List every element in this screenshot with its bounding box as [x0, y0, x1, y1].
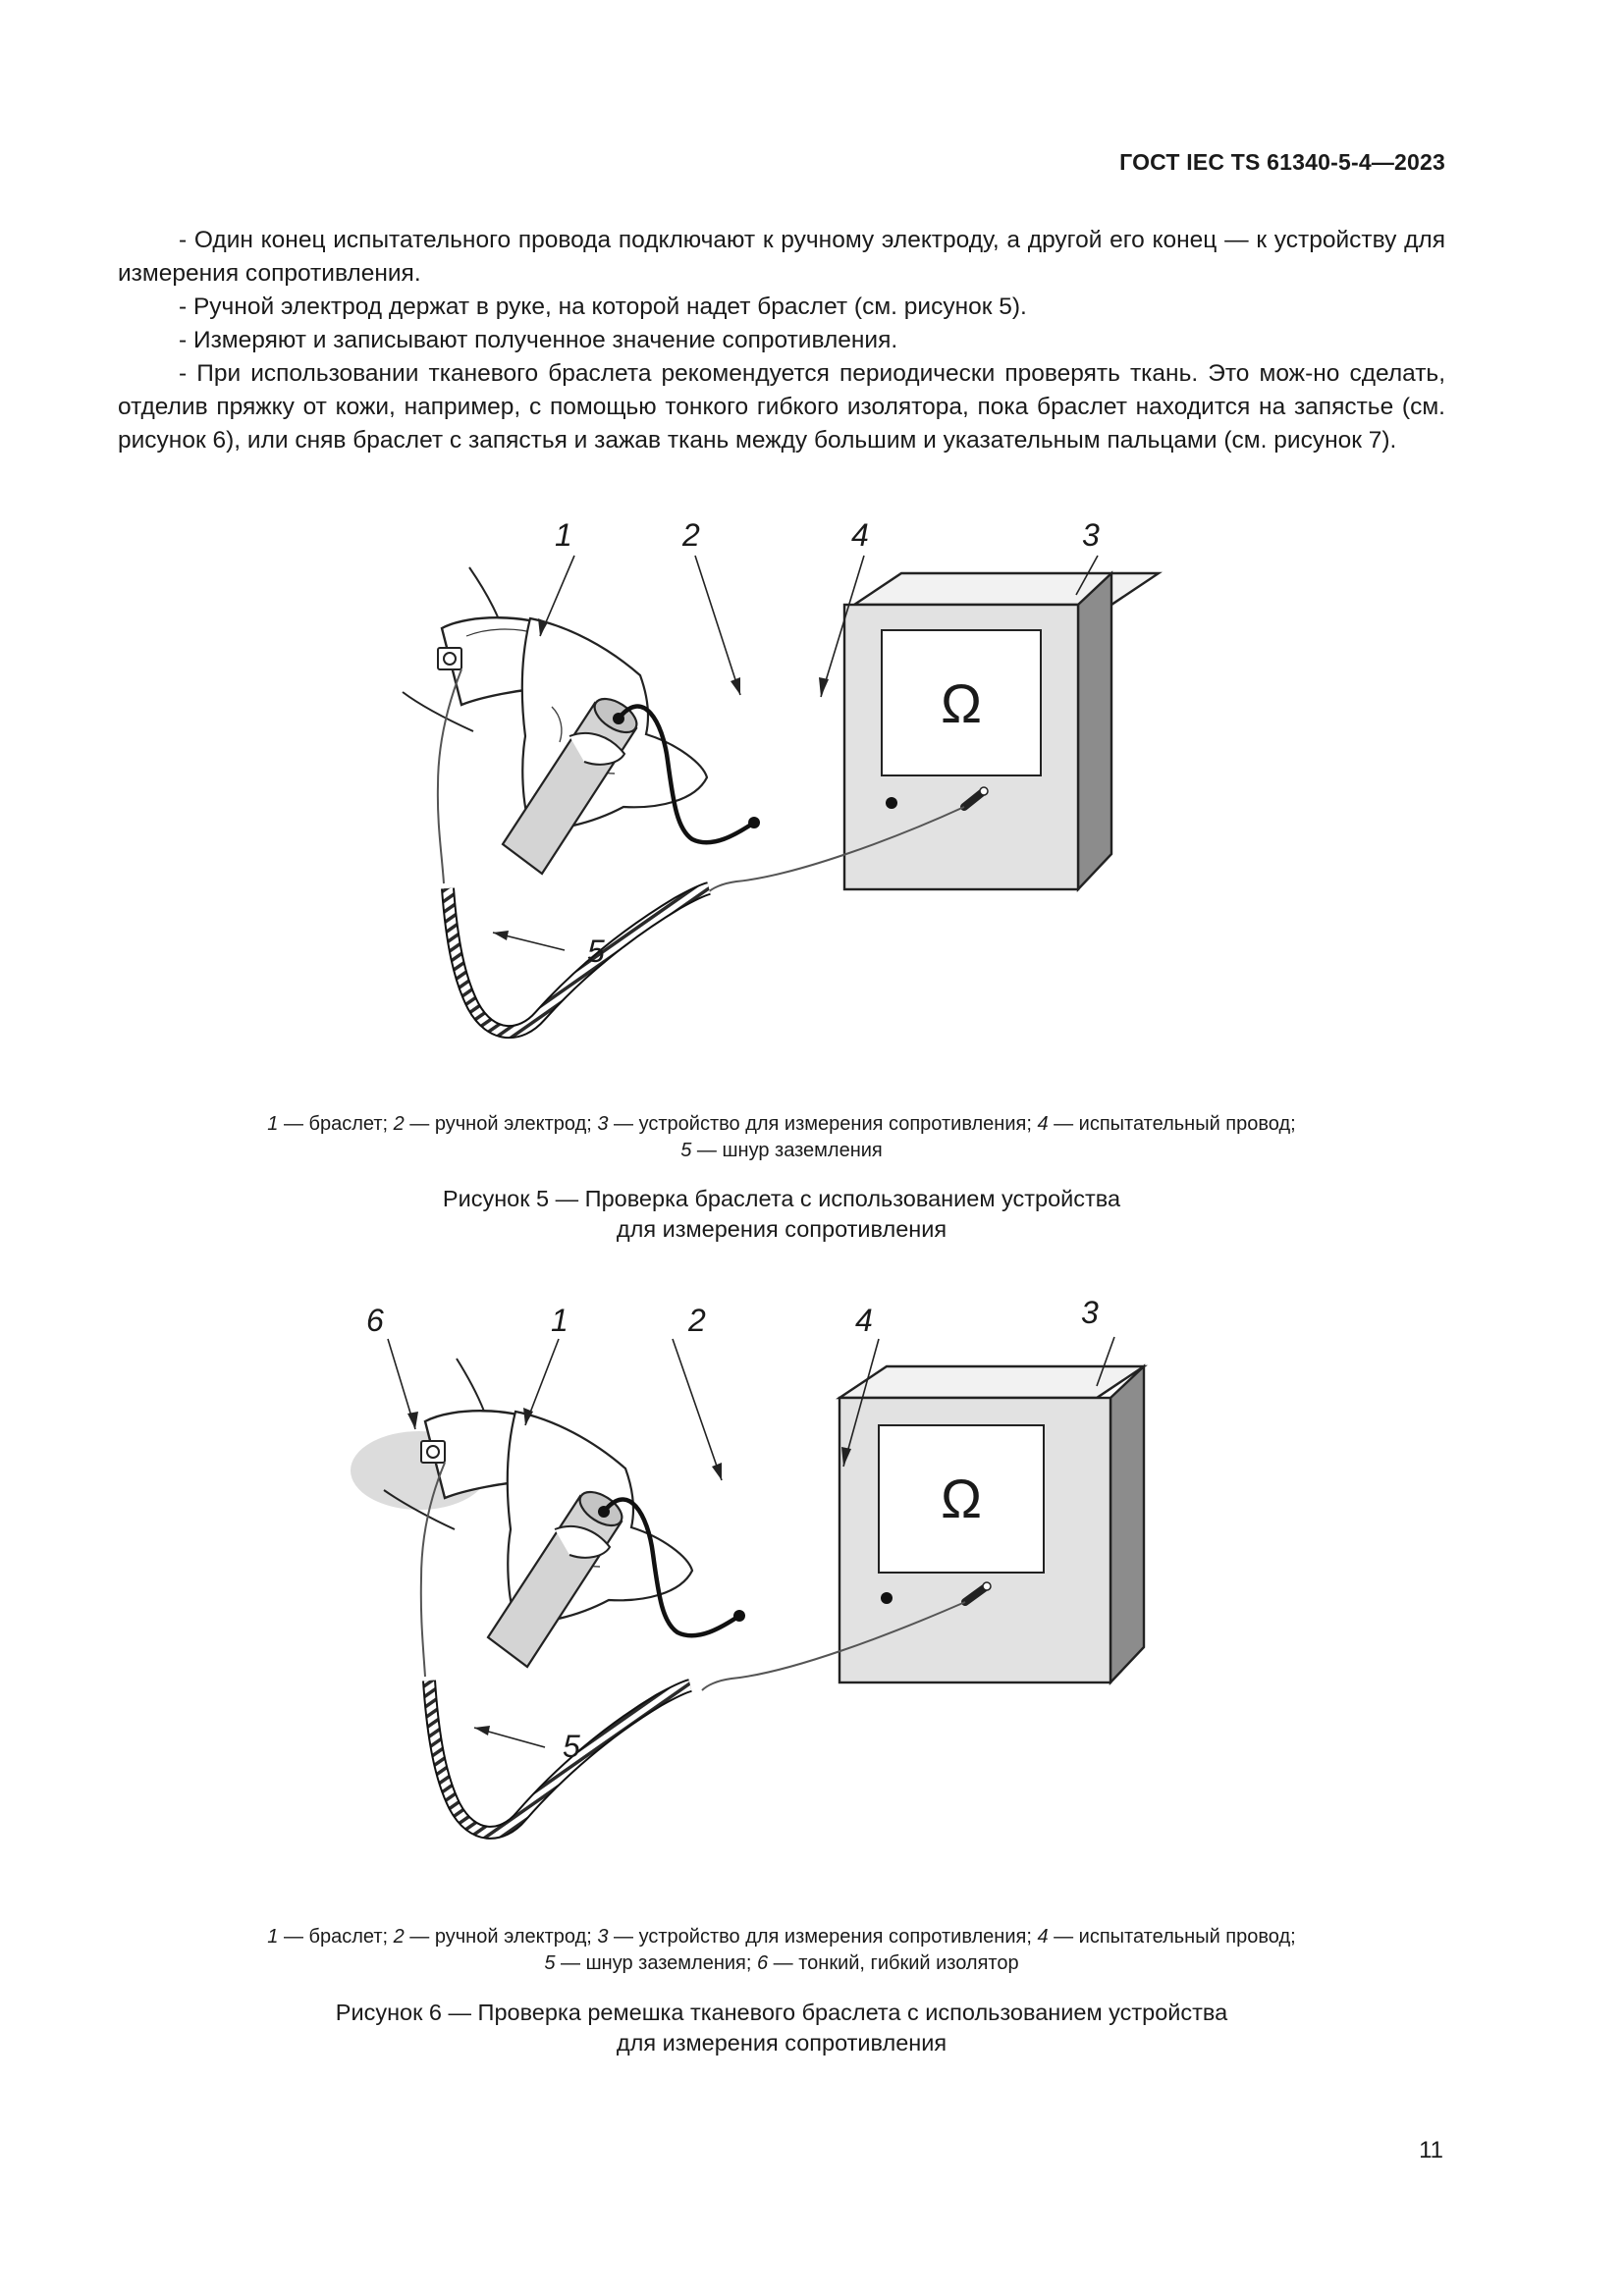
legend-line: 1 — браслет; 2 — ручной электрод; 3 — устройство для измерения сопротивления; 4 — испытательный провод;	[267, 1926, 1296, 1948]
resistance-meter	[844, 573, 1159, 889]
body-text	[118, 224, 1445, 457]
meter-jack-1	[881, 1592, 893, 1604]
figure-5-caption: Рисунок 5 — Проверка браслета с использованием устройства для измерения сопротивления	[442, 1186, 1121, 1242]
callout-6: 6	[366, 1303, 384, 1338]
figure-6-drawing	[358, 1288, 1222, 1887]
callout-2: 2	[682, 517, 700, 553]
ground-wire	[438, 669, 461, 883]
callout-2: 2	[688, 1303, 706, 1338]
figure-6-illustration	[358, 1288, 1222, 1887]
figure-6-caption: Рисунок 6 — Проверка ремешка тканевого браслета с использованием устройства для измерения сопротивления	[335, 2000, 1228, 2056]
meter-jack-1	[886, 797, 897, 809]
ohm-symbol: Ω	[941, 1468, 982, 1529]
paragraph: - При использовании тканевого браслета рекомендуется периодически проверять ткань. Это мож-но сделать, отделив пряжку от кожи, например, с помощью тонкого гибкого изолятора, пока браслет находится на запястье (см. рисунок 6), или сняв браслет с запястья и зажав ткань между большим и указательным пальцами (см. рисунок 7).	[118, 360, 1445, 454]
callout-3: 3	[1082, 517, 1100, 553]
page-number: 11	[1419, 2137, 1443, 2163]
figure-6-legend	[118, 1924, 1445, 1977]
paragraph: - Измеряют и записывают полученное значение сопротивления.	[179, 327, 898, 353]
callout-4: 4	[851, 517, 869, 553]
figure-5-illustration	[383, 510, 1208, 1080]
callout-1: 1	[551, 1303, 568, 1338]
figure-5-drawing	[383, 510, 1208, 1080]
figure-5-legend	[118, 1111, 1445, 1164]
document-header: ГОСТ IEC TS 61340-5-4—2023	[1119, 149, 1445, 175]
callout-4: 4	[855, 1303, 873, 1338]
paragraph: - Ручной электрод держат в руке, на которой надет браслет (см. рисунок 5).	[179, 294, 1027, 320]
callout-5: 5	[563, 1729, 580, 1764]
callout-5: 5	[587, 934, 605, 969]
callout-3: 3	[1081, 1295, 1099, 1330]
meter-jack-2	[980, 787, 988, 795]
paragraph: - Один конец испытательного провода подключают к ручному электроду, а другой его конец — к устройству для измерения сопротивления.	[118, 227, 1445, 287]
ohm-symbol: Ω	[941, 672, 982, 734]
callout-1: 1	[555, 517, 572, 553]
legend-line: 5 — шнур заземления	[680, 1140, 883, 1161]
meter-jack-2	[983, 1582, 991, 1590]
legend-line: 5 — шнур заземления; 6 — тонкий, гибкий изолятор	[544, 1952, 1019, 1974]
legend-line: 1 — браслет; 2 — ручной электрод; 3 — устройство для измерения сопротивления; 4 — испытательный провод;	[267, 1113, 1296, 1135]
